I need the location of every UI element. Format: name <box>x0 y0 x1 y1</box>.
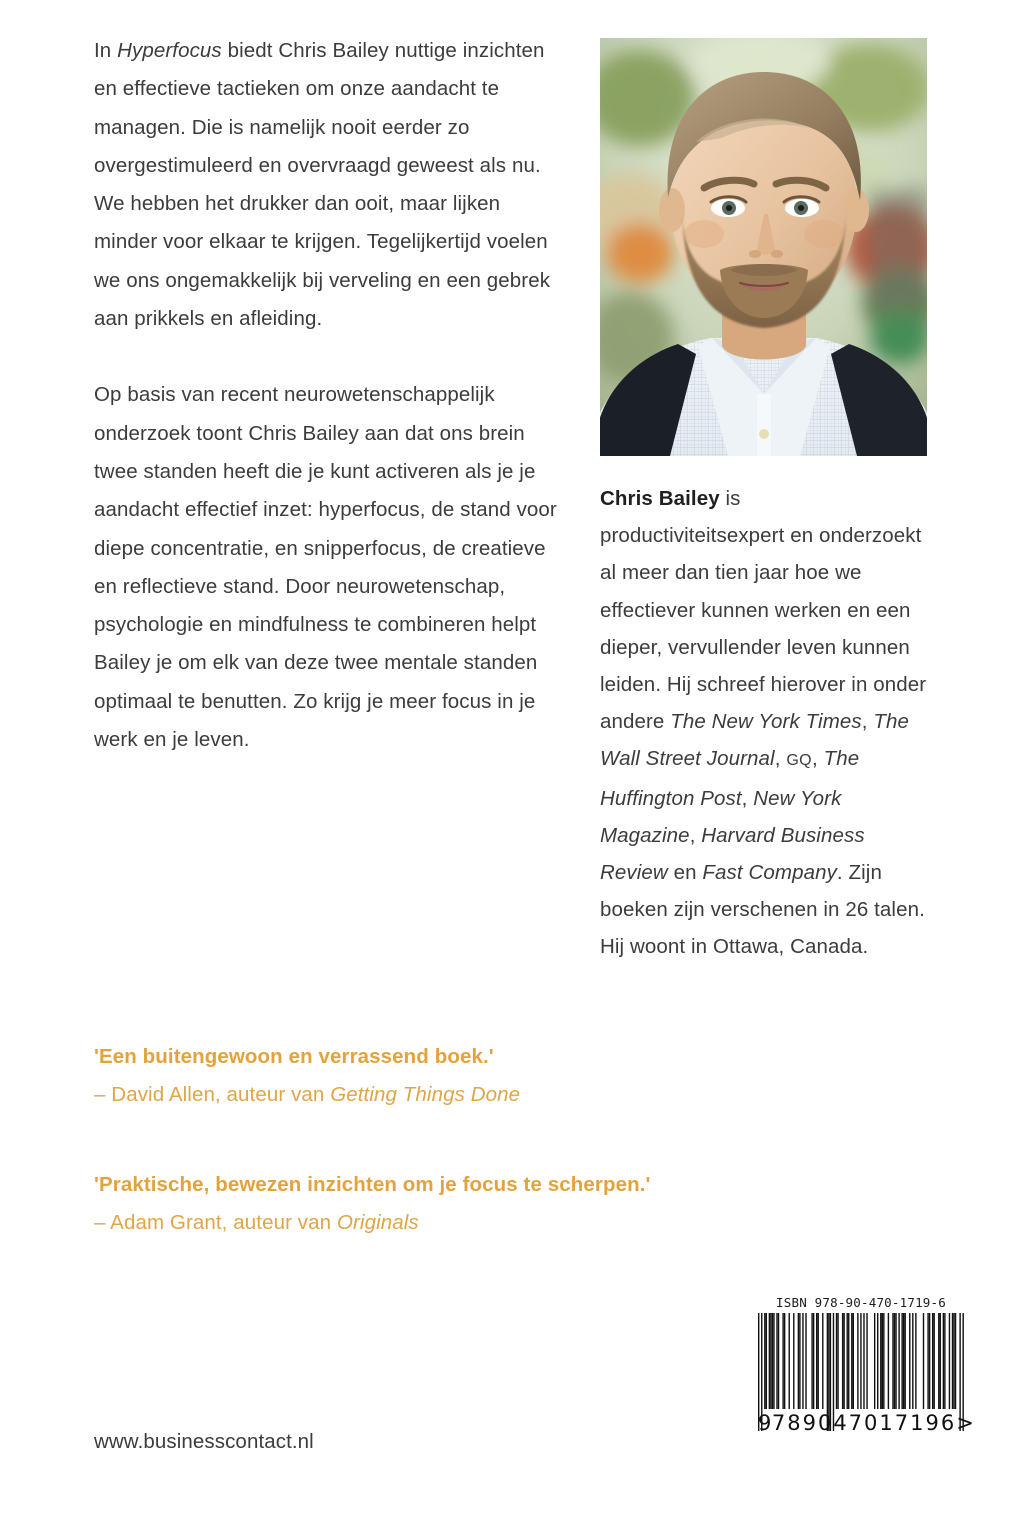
isbn-label: ISBN 978-90-470-1719-6 <box>776 1295 946 1310</box>
blurb-attribution: – Adam Grant, auteur van Originals <box>94 1211 419 1234</box>
publisher-website[interactable]: www.businesscontact.nl <box>94 1430 314 1453</box>
author-bio: Chris Bailey is productiviteitsexpert en onderzoekt al meer dan tien jaar hoe we effectiever kunnen werken en een dieper, vervullender leven kunnen leiden. Hij schreef hierover in onder andere The New York Times, The Wall Street Journal, GQ, The Huffington Post, New York Magazine, Harvard Business Review en Fast Company. Zijn boeken zijn verschenen in 26 talen. Hij woont in Ottawa, Canada. <box>600 487 927 959</box>
book-description-column <box>94 32 564 759</box>
barcode-trailing-symbol: > <box>956 1411 975 1435</box>
blurb-attribution: – David Allen, auteur van Getting Things Done <box>94 1083 521 1106</box>
blurb-item <box>94 1168 894 1240</box>
blurb-quote: 'Een buitengewoon en verrassend boek.' <box>94 1045 494 1068</box>
description-paragraph-2: Op basis van recent neurowetenschappelijk onderzoek toont Chris Bailey aan dat ons brein twee standen heeft die je kunt activeren als je je aandacht effectief inzet: hyperfocus, de stand voor diepe concentratie, en snipperfocus, de creatieve en reflectieve stand. Door neurowetenschap, psychologie en mindfulness te combineren helpt Bailey je om elk van deze twee mentale standen optimaal te benutten. Zo krijg je meer focus in je werk en je leven. <box>94 383 557 752</box>
author-photo <box>600 38 927 456</box>
description-paragraph-1: In Hyperfocus biedt Chris Bailey nuttige inzichten en effectieve tactieken om onze aandacht te managen. Die is namelijk nooit eerder zo overgestimuleerd en overvraagd geweest als nu. We hebben het drukker dan ooit, maar lijken minder voor elkaar te krijgen. Tegelijkertijd voelen we ons ongemakkelijk bij verveling en een gebrek aan prikkels en afleiding. <box>94 39 551 331</box>
barcode-left-group: 789047 <box>771 1411 865 1435</box>
author-portrait-illustration <box>600 38 927 456</box>
barcode-lead-digit: 9 <box>758 1411 772 1435</box>
barcode-digits <box>758 1411 975 1435</box>
isbn-barcode-block <box>758 1295 975 1435</box>
blurb-quote: 'Praktische, bewezen inzichten om je focus te scherpen.' <box>94 1173 651 1196</box>
barcode-right-group: 017196 <box>864 1411 957 1435</box>
blurb-item <box>94 1040 894 1112</box>
author-column <box>600 38 927 966</box>
blurb-list <box>94 1040 894 1240</box>
